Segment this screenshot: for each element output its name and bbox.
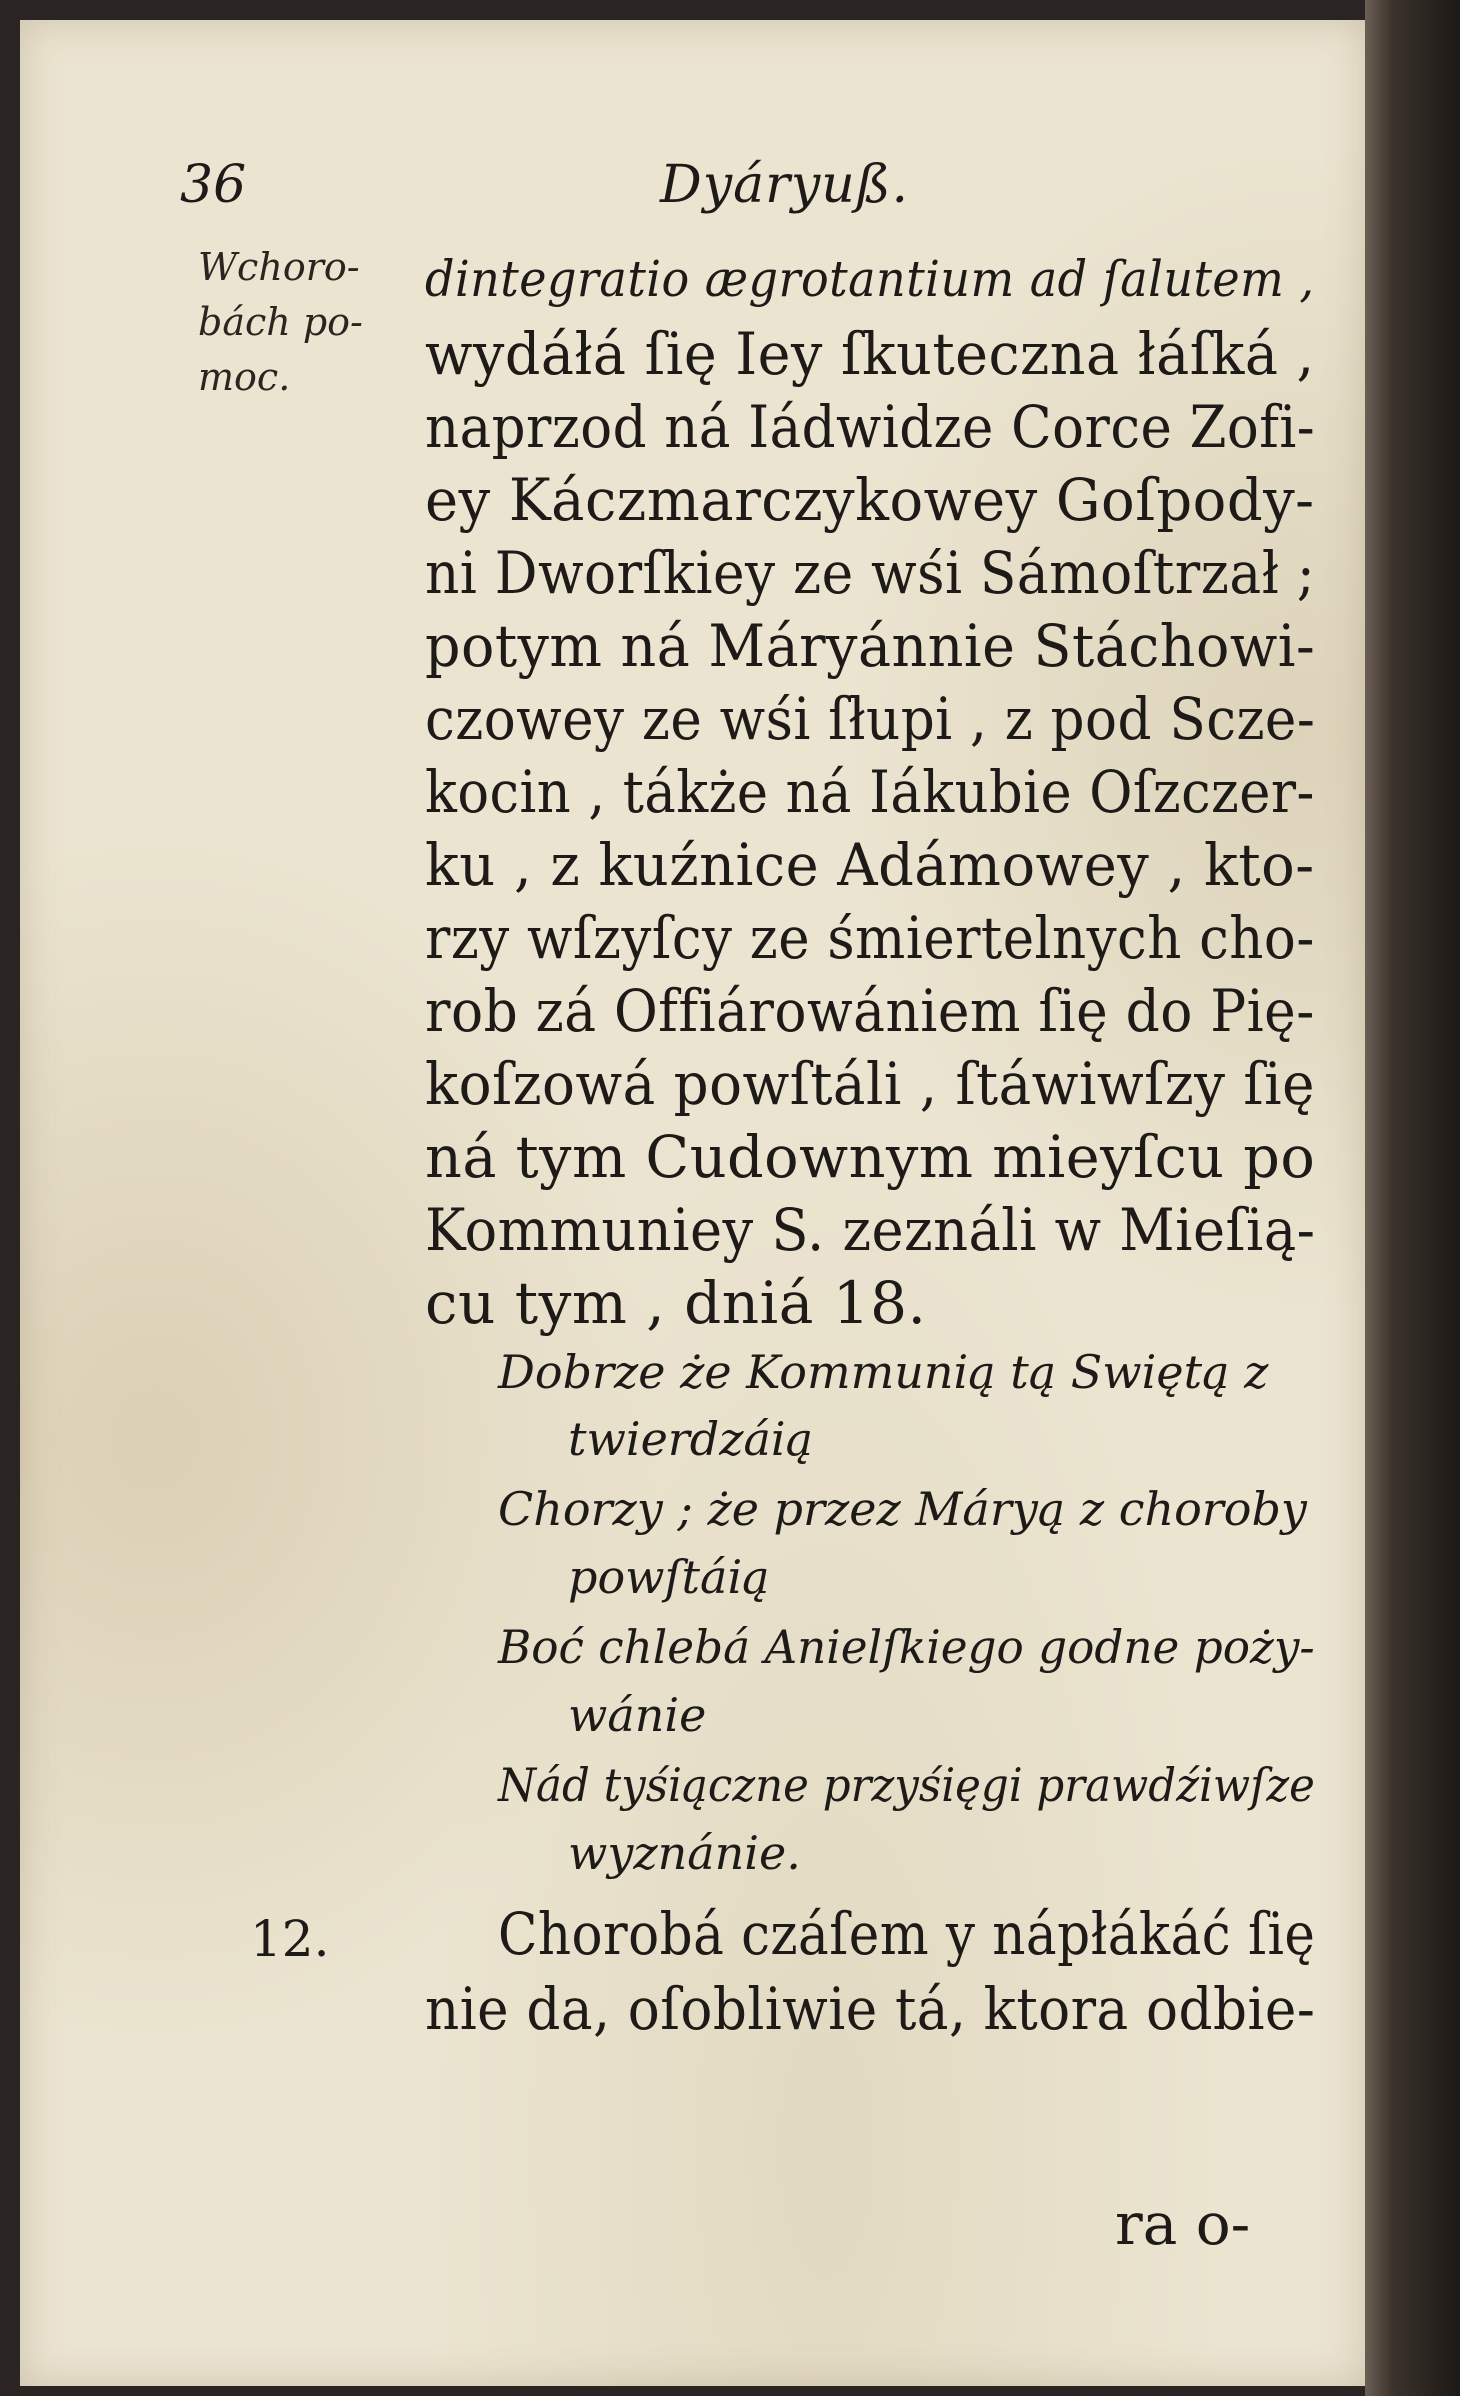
verse-line: Dobrze że Kommunią tą Swiętą z (498, 1345, 1269, 1399)
body-line: koſzowá powſtáli , ſtáwiwſzy ſię (425, 1050, 1315, 1118)
margin-note-line: moc. (198, 355, 291, 399)
body-line: ey Káczmarczykowey Goſpody- (425, 466, 1315, 534)
verse-line: wánie (568, 1688, 707, 1742)
page-number: 36 (180, 155, 247, 215)
body-line: rzy wſzyſcy ze śmiertelnych cho- (425, 904, 1315, 972)
body-line: rob zá Offiárowániem ſię do Pię- (425, 977, 1315, 1045)
body-line: ni Dworſkiey ze wśi Sámoſtrzał ; (425, 539, 1316, 607)
verse-line: twierdzáią (568, 1412, 814, 1466)
verse-line: Nád tyśiączne przyśięgi prawdźiwſze (498, 1758, 1315, 1812)
body-line: czowey ze wśi ſłupi , z pod Scze- (425, 685, 1316, 753)
body-line: wydáłá ſię Iey ſkuteczna łáſká , (425, 320, 1315, 388)
margin-note-line: Wchoro- (198, 245, 360, 289)
body-line: potym ná Máryánnie Stáchowi- (425, 612, 1316, 680)
body-line: nie da, oſobliwie tá, ktora odbie- (425, 1975, 1316, 2043)
body-line: naprzod ná Iádwidze Corce Zofi- (425, 393, 1316, 461)
margin-note-line: bách po- (198, 300, 363, 344)
body-line: Kommuniey S. zeználi w Mieſią- (425, 1196, 1316, 1264)
verse-line: powſtáią (568, 1550, 770, 1604)
body-line: Chorobá czáſem y nápłákáć ſię (498, 1900, 1316, 1968)
catchword: ra o- (1115, 2190, 1251, 2258)
book-page (20, 20, 1365, 2386)
section-number: 12. (250, 1910, 330, 1968)
verse-line: Boć chlebá Anielſkiego godne poży- (498, 1620, 1315, 1674)
verse-line: Chorzy ; że przez Máryą z choroby (498, 1482, 1307, 1536)
body-line: kocin , tákże ná Iákubie Oſzczer- (425, 758, 1315, 826)
body-line: dintegratio ægrotantium ad ſalutem , (425, 250, 1315, 308)
book-spine-shadow (1365, 0, 1460, 2396)
body-line: ku , z kuźnice Adámowey , kto- (425, 831, 1315, 899)
body-line: ná tym Cudownym mieyſcu po (425, 1123, 1316, 1191)
running-head: Dyáryuß. (660, 155, 910, 215)
body-line: cu tym , dniá 18. (425, 1269, 927, 1337)
verse-line: wyznánie. (568, 1826, 801, 1880)
